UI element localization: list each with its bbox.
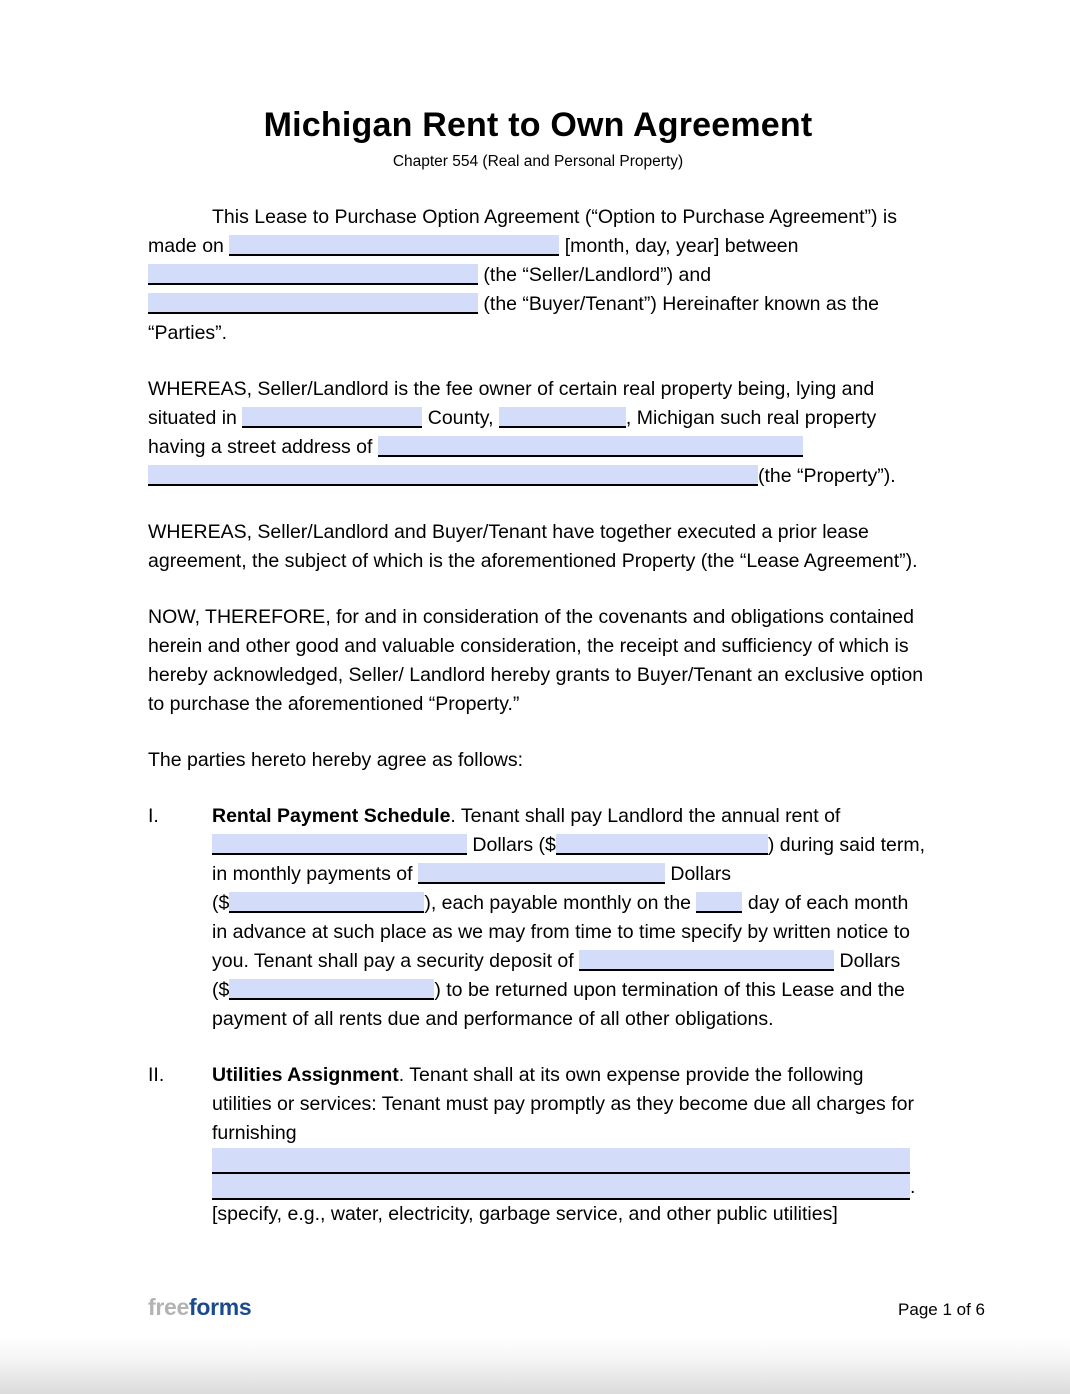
paragraph-agree-intro: The parties hereto hereby agree as follows: [148,749,524,771]
paragraph-whereas-property [148,375,928,491]
monthly-rent-amount-group [212,892,431,914]
annual-rent-amount-group [539,834,775,856]
section-rental-payment-schedule [148,802,928,1034]
section-one-text-7: Dollars [834,950,901,972]
field-monthly-rent-amount[interactable] [229,892,424,913]
section-one-number: I. [148,805,159,827]
intro-text-3: (the “Seller/Landlord”) and [478,264,712,286]
section-one-text-6: day of each month in advance at such place as we may from time to time specify by written notice to you. Tenant shall pay a security deposit of [212,892,910,972]
paren-close-text: ) [767,834,775,856]
section-two-number: II. [148,1064,165,1086]
paren-close-text: ) [424,892,431,914]
page-subtitle: Chapter 554 (Real and Personal Property) [392,153,684,170]
intro-text-1: This Lease to Purchase Option Agreement (“Option to Purchase Agreement”) is made on [148,206,898,257]
paren-open-text: ($ [538,834,556,856]
field-utilities-line-2[interactable] [212,1174,910,1200]
page-footer [0,1294,1070,1321]
utilities-fill-row-2 [212,1174,928,1200]
paragraph-now-therefore: NOW, THEREFORE, for and in consideration of the covenants and obligations contained herein and other good and valuable consideration, the receipt and sufficiency of which is hereby acknowledged, Seller/ Landlord hereby grants to Buyer/Tenant an exclusive option to purchase the aforementioned “Property.” [148,606,924,715]
section-two-text-1: . Tenant shall at its own expense provide the following utilities or services: Tenant must pay promptly as they become due all charges for furnishing [212,1064,914,1144]
section-one-heading: Rental Payment Schedule [212,805,451,827]
section-one-text-5: , each payable monthly on the [430,892,697,914]
paragraph-intro [148,203,928,348]
section-one-text-2: Dollars [467,834,539,856]
section-two-heading: Utilities Assignment [212,1064,399,1086]
field-street-address-2[interactable] [148,465,758,486]
field-annual-rent-words[interactable] [212,834,467,855]
section-one-text-8: to be returned upon termination of this Lease and the payment of all rents due and performance of all other obligations. [212,979,905,1030]
section-one-text-1: . Tenant shall pay Landlord the annual rent of [450,805,841,827]
brand-free-text: free [148,1294,189,1320]
freeforms-logo [148,1294,251,1321]
security-deposit-amount-group [212,979,441,1001]
whereas-property-text-4: (the “Property”). [758,465,896,487]
whereas-property-text-2: County, [422,407,499,429]
section-one-text-3: during said term, in monthly payments of [212,834,926,885]
field-buyer-name[interactable] [148,293,478,314]
field-annual-rent-amount[interactable] [556,834,768,855]
utilities-period-text: . [910,1176,916,1198]
brand-forms-text: forms [189,1294,252,1320]
paren-open-text: ($ [212,979,230,1001]
utilities-specify-note: [specify, e.g., water, electricity, garbage service, and other public utilities] [212,1203,838,1225]
section-one-body [212,802,928,1034]
paren-close-text: ) [434,979,441,1001]
section-two-body [212,1061,928,1229]
intro-text-4: (the “Buyer/Tenant”) Hereinafter known as the “Parties”. [148,293,880,344]
field-city[interactable] [499,407,626,428]
page-bottom-shadow [0,1336,1070,1394]
section-two-paragraph [212,1061,928,1148]
section-utilities-assignment [148,1061,928,1229]
section-one-text-4: Dollars [664,863,732,885]
field-monthly-rent-words[interactable] [418,863,665,884]
field-street-address-1[interactable] [378,436,803,457]
field-utilities-line-1[interactable] [212,1148,910,1174]
field-security-deposit-amount[interactable] [229,979,434,1000]
whereas-property-text-3: , Michigan such real property having a street address of [148,407,877,458]
paren-open-text: ($ [212,892,230,914]
field-security-deposit-words[interactable] [579,950,834,971]
field-county[interactable] [242,407,422,428]
field-agreement-date[interactable] [229,235,559,256]
page-title: Michigan Rent to Own Agreement [263,106,813,144]
paragraph-whereas-lease: WHEREAS, Seller/Landlord and Buyer/Tenant have together executed a prior lease agreement, the subject of which is the aforementioned Property (the “Lease Agreement”). [148,521,918,572]
page-indicator: Page 1 of 6 [898,1300,985,1319]
utilities-fill-row-1 [212,1148,928,1174]
field-payment-day[interactable] [696,892,742,913]
intro-text-2: [month, day, year] between [559,235,799,257]
field-seller-name[interactable] [148,264,478,285]
whereas-property-text-1: WHEREAS, Seller/Landlord is the fee owner of certain real property being, lying and situated in [148,378,875,429]
